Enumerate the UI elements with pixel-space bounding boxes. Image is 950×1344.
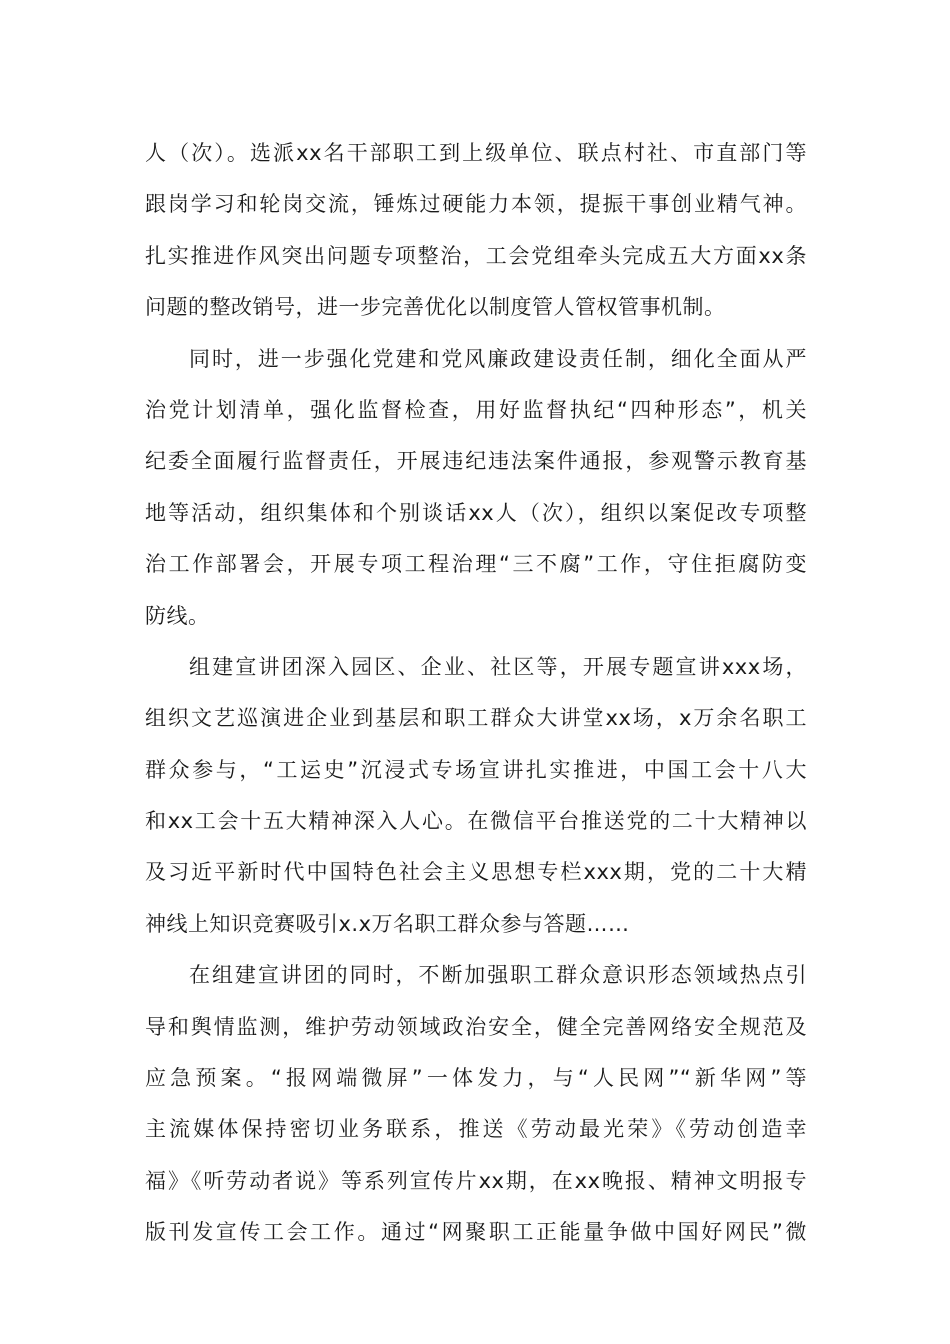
text-line: 应急预案。“报网端微屏”一体发力，与“人民网”“新华网”等 [145,1066,807,1091]
text-line: 组建宣讲团深入园区、企业、社区等，开展专题宣讲xxx场， [189,654,807,679]
paragraph-1 [145,128,807,334]
text-line: 治党计划清单，强化监督检查，用好监督执纪“四种形态”，机关 [145,397,807,422]
text-line: 神线上知识竞赛吸引x.x万名职工群众参与答题…… [145,911,630,936]
text-line: 版刊发宣传工会工作。通过“网聚职工正能量争做中国好网民”微 [145,1220,807,1245]
text-line: 扎实推进作风突出问题专项整治，工会党组牵头完成五大方面xx条 [145,243,807,268]
text-line: 在组建宣讲团的同时，不断加强职工群众意识形态领域热点引 [189,963,807,988]
text-line: 主流媒体保持密切业务联系，推送《劳动最光荣》《劳动创造幸 [145,1117,807,1142]
paragraph-4 [145,950,807,1258]
text-line: 导和舆情监测，维护劳动领域政治安全，健全完善网络安全规范及 [145,1014,807,1039]
text-line: 治工作部署会，开展专项工程治理“三不腐”工作，守住拒腐防变 [145,552,807,577]
text-line: 问题的整改销号，进一步完善优化以制度管人管权管事机制。 [145,295,726,320]
paragraph-3 [145,642,807,950]
text-line: 防线。 [145,603,210,628]
text-line: 地等活动，组织集体和个别谈话xx人（次），组织以案促改专项整 [145,500,807,525]
text-line: 组织文艺巡演进企业到基层和职工群众大讲堂xx场，x万余名职工 [145,706,807,731]
text-line: 人（次）。选派xx名干部职工到上级单位、联点村社、市直部门等 [145,141,807,165]
paragraph-2 [145,334,807,642]
document-page [145,128,807,1259]
text-line: 福》《听劳动者说》等系列宣传片xx期，在xx晚报、精神文明报专 [145,1168,807,1193]
text-line: 同时，进一步强化党建和党风廉政建设责任制，细化全面从严 [189,346,807,371]
text-line: 纪委全面履行监督责任，开展违纪违法案件通报，参观警示教育基 [145,449,807,474]
text-line: 群众参与，“工运史”沉浸式专场宣讲扎实推进，中国工会十八大 [145,757,807,782]
text-line: 跟岗学习和轮岗交流，锤炼过硬能力本领，提振干事创业精气神。 [145,192,807,217]
text-line: 和xx工会十五大精神深入人心。在微信平台推送党的二十大精神以 [145,809,807,834]
text-line: 及习近平新时代中国特色社会主义思想专栏xxx期，党的二十大精 [145,860,807,885]
